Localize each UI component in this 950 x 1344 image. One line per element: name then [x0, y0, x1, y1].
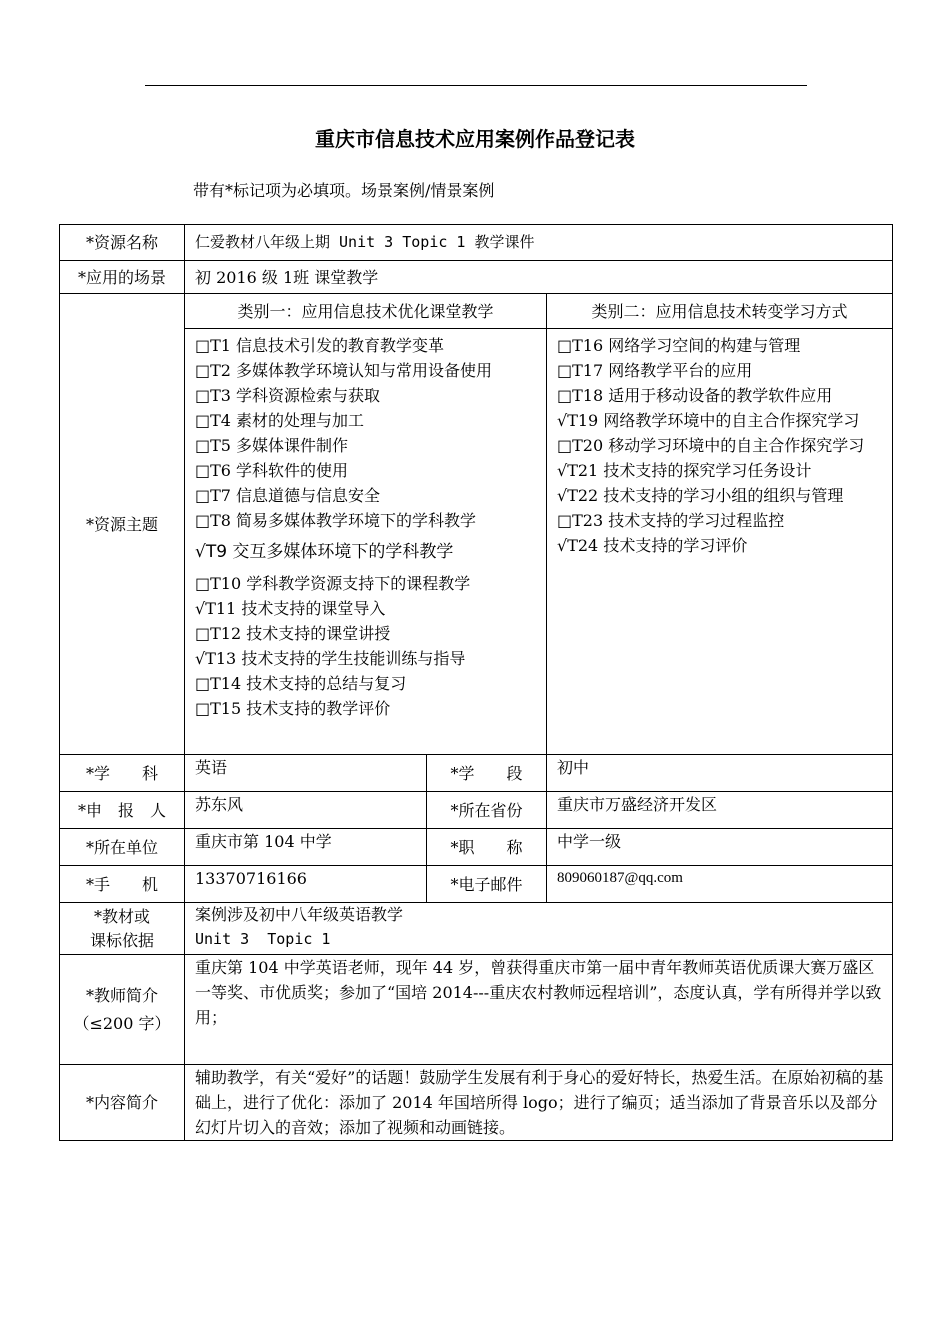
theme-label: *资源主题 — [60, 294, 185, 755]
topic-t22: √T22 技术支持的学习小组的组织与管理 — [557, 486, 844, 505]
topic-t15: □T15 技术支持的教学评价 — [195, 699, 391, 718]
registration-table — [59, 224, 893, 1141]
row-textbook — [60, 903, 893, 955]
province-value: 重庆市万盛经济开发区 — [547, 792, 893, 829]
textbook-label-line2: 课标依据 — [89, 930, 154, 950]
topic-t3: □T3 学科资源检索与获取 — [195, 386, 381, 405]
topic-t5: □T5 多媒体课件制作 — [195, 436, 349, 455]
teacher-intro-label-line1: *教师简介 — [85, 985, 158, 1005]
applicant-value: 苏东风 — [185, 792, 427, 829]
textbook-label-line1: *教材或 — [93, 906, 150, 926]
topic-t23: □T23 技术支持的学习过程监控 — [557, 511, 785, 530]
topic-t21: √T21 技术支持的探究学习任务设计 — [557, 461, 812, 480]
title-rank-value: 中学一级 — [547, 829, 893, 866]
topic-t19: √T19 网络教学环境中的自主合作探究学习 — [557, 411, 860, 430]
row-scene — [60, 261, 893, 294]
content-intro-text: 辅助教学，有关“爱好”的话题！鼓励学生发展有利于身心的爱好特长，热爱生活。在原始初稿的基础上，进行了优化：添加了 2014 年国培所得 logo；进行了编页；适当添加了背景音乐以及部分幻灯片切入的音效；添加了视频和动画链接。 — [185, 1065, 893, 1141]
topic-t1: □T1 信息技术引发的教育教学变革 — [195, 336, 445, 355]
topic-t24: √T24 技术支持的学习评价 — [557, 536, 748, 555]
stage-label: *学 段 — [427, 755, 547, 792]
phone-value: 13370716166 — [185, 866, 427, 903]
email-value: 809060187@qq.com — [547, 866, 893, 903]
row-content-intro — [60, 1065, 893, 1141]
topic-t9: √T9 交互多媒体环境下的学科教学 — [195, 542, 454, 562]
topic-t6: □T6 学科软件的使用 — [195, 461, 349, 480]
textbook-line2: Unit 3 Topic 1 — [195, 930, 331, 948]
row-theme-items — [60, 329, 893, 755]
textbook-value — [185, 903, 893, 955]
province-label: *所在省份 — [427, 792, 547, 829]
topic-t13: √T13 技术支持的学生技能训练与指导 — [195, 649, 466, 668]
row-resource-name — [60, 225, 893, 261]
category-two-header: 类别二：应用信息技术转变学习方式 — [547, 294, 893, 329]
topic-t20: □T20 移动学习环境中的自主合作探究学习 — [557, 436, 865, 455]
topic-t14: □T14 技术支持的总结与复习 — [195, 674, 407, 693]
applicant-label: *申 报 人 — [60, 792, 185, 829]
header-rule — [145, 85, 807, 86]
unit-value: 重庆市第 104 中学 — [185, 829, 427, 866]
title-rank-label: *职 称 — [427, 829, 547, 866]
teacher-intro-text: 重庆第 104 中学英语老师，现年 44 岁，曾获得重庆市第一届中青年教师英语优质课大赛万盛区一等奖、市优质奖；参加了“国培 2014---重庆农村教师远程培训”，态度认真，学有所得并学以致用； — [185, 955, 893, 1065]
category-one-header: 类别一：应用信息技术优化课堂教学 — [185, 294, 547, 329]
page-title: 重庆市信息技术应用案例作品登记表 — [315, 127, 635, 151]
topic-t8: □T8 简易多媒体教学环境下的学科教学 — [195, 511, 477, 530]
textbook-line1: 案例涉及初中八年级英语教学 — [195, 905, 404, 924]
unit-label: *所在单位 — [60, 829, 185, 866]
scene-label: *应用的场景 — [60, 261, 185, 294]
topic-t2: □T2 多媒体教学环境认知与常用设备使用 — [195, 361, 493, 380]
topic-t7: □T7 信息道德与信息安全 — [195, 486, 381, 505]
teacher-intro-label — [60, 955, 185, 1065]
subject-label: *学 科 — [60, 755, 185, 792]
category-two-list — [547, 329, 893, 755]
row-teacher-intro — [60, 955, 893, 1065]
content-intro-label: *内容简介 — [60, 1065, 185, 1141]
topic-t16: □T16 网络学习空间的构建与管理 — [557, 336, 801, 355]
topic-t18: □T18 适用于移动设备的教学软件应用 — [557, 386, 833, 405]
email-label: *电子邮件 — [427, 866, 547, 903]
row-subject — [60, 755, 893, 792]
row-applicant — [60, 792, 893, 829]
row-unit — [60, 829, 893, 866]
resource-name-label: *资源名称 — [60, 225, 185, 261]
topic-t11: √T11 技术支持的课堂导入 — [195, 599, 386, 618]
topic-t12: □T12 技术支持的课堂讲授 — [195, 624, 391, 643]
required-note: 带有*标记项为必填项。场景案例/情景案例 — [193, 181, 495, 200]
topic-t4: □T4 素材的处理与加工 — [195, 411, 365, 430]
teacher-intro-label-line2: （≤200 字） — [73, 1013, 171, 1033]
stage-value: 初中 — [547, 755, 893, 792]
category-one-list — [185, 329, 547, 755]
subject-value: 英语 — [185, 755, 427, 792]
row-theme-header — [60, 294, 893, 329]
textbook-label — [60, 903, 185, 955]
topic-t17: □T17 网络教学平台的应用 — [557, 361, 753, 380]
row-contact — [60, 866, 893, 903]
scene-value: 初 2016 级 1班 课堂教学 — [185, 261, 893, 294]
resource-name-value: 仁爱教材八年级上期 Unit 3 Topic 1 教学课件 — [185, 225, 893, 261]
topic-t10: □T10 学科教学资源支持下的课程教学 — [195, 574, 471, 593]
phone-label: *手 机 — [60, 866, 185, 903]
